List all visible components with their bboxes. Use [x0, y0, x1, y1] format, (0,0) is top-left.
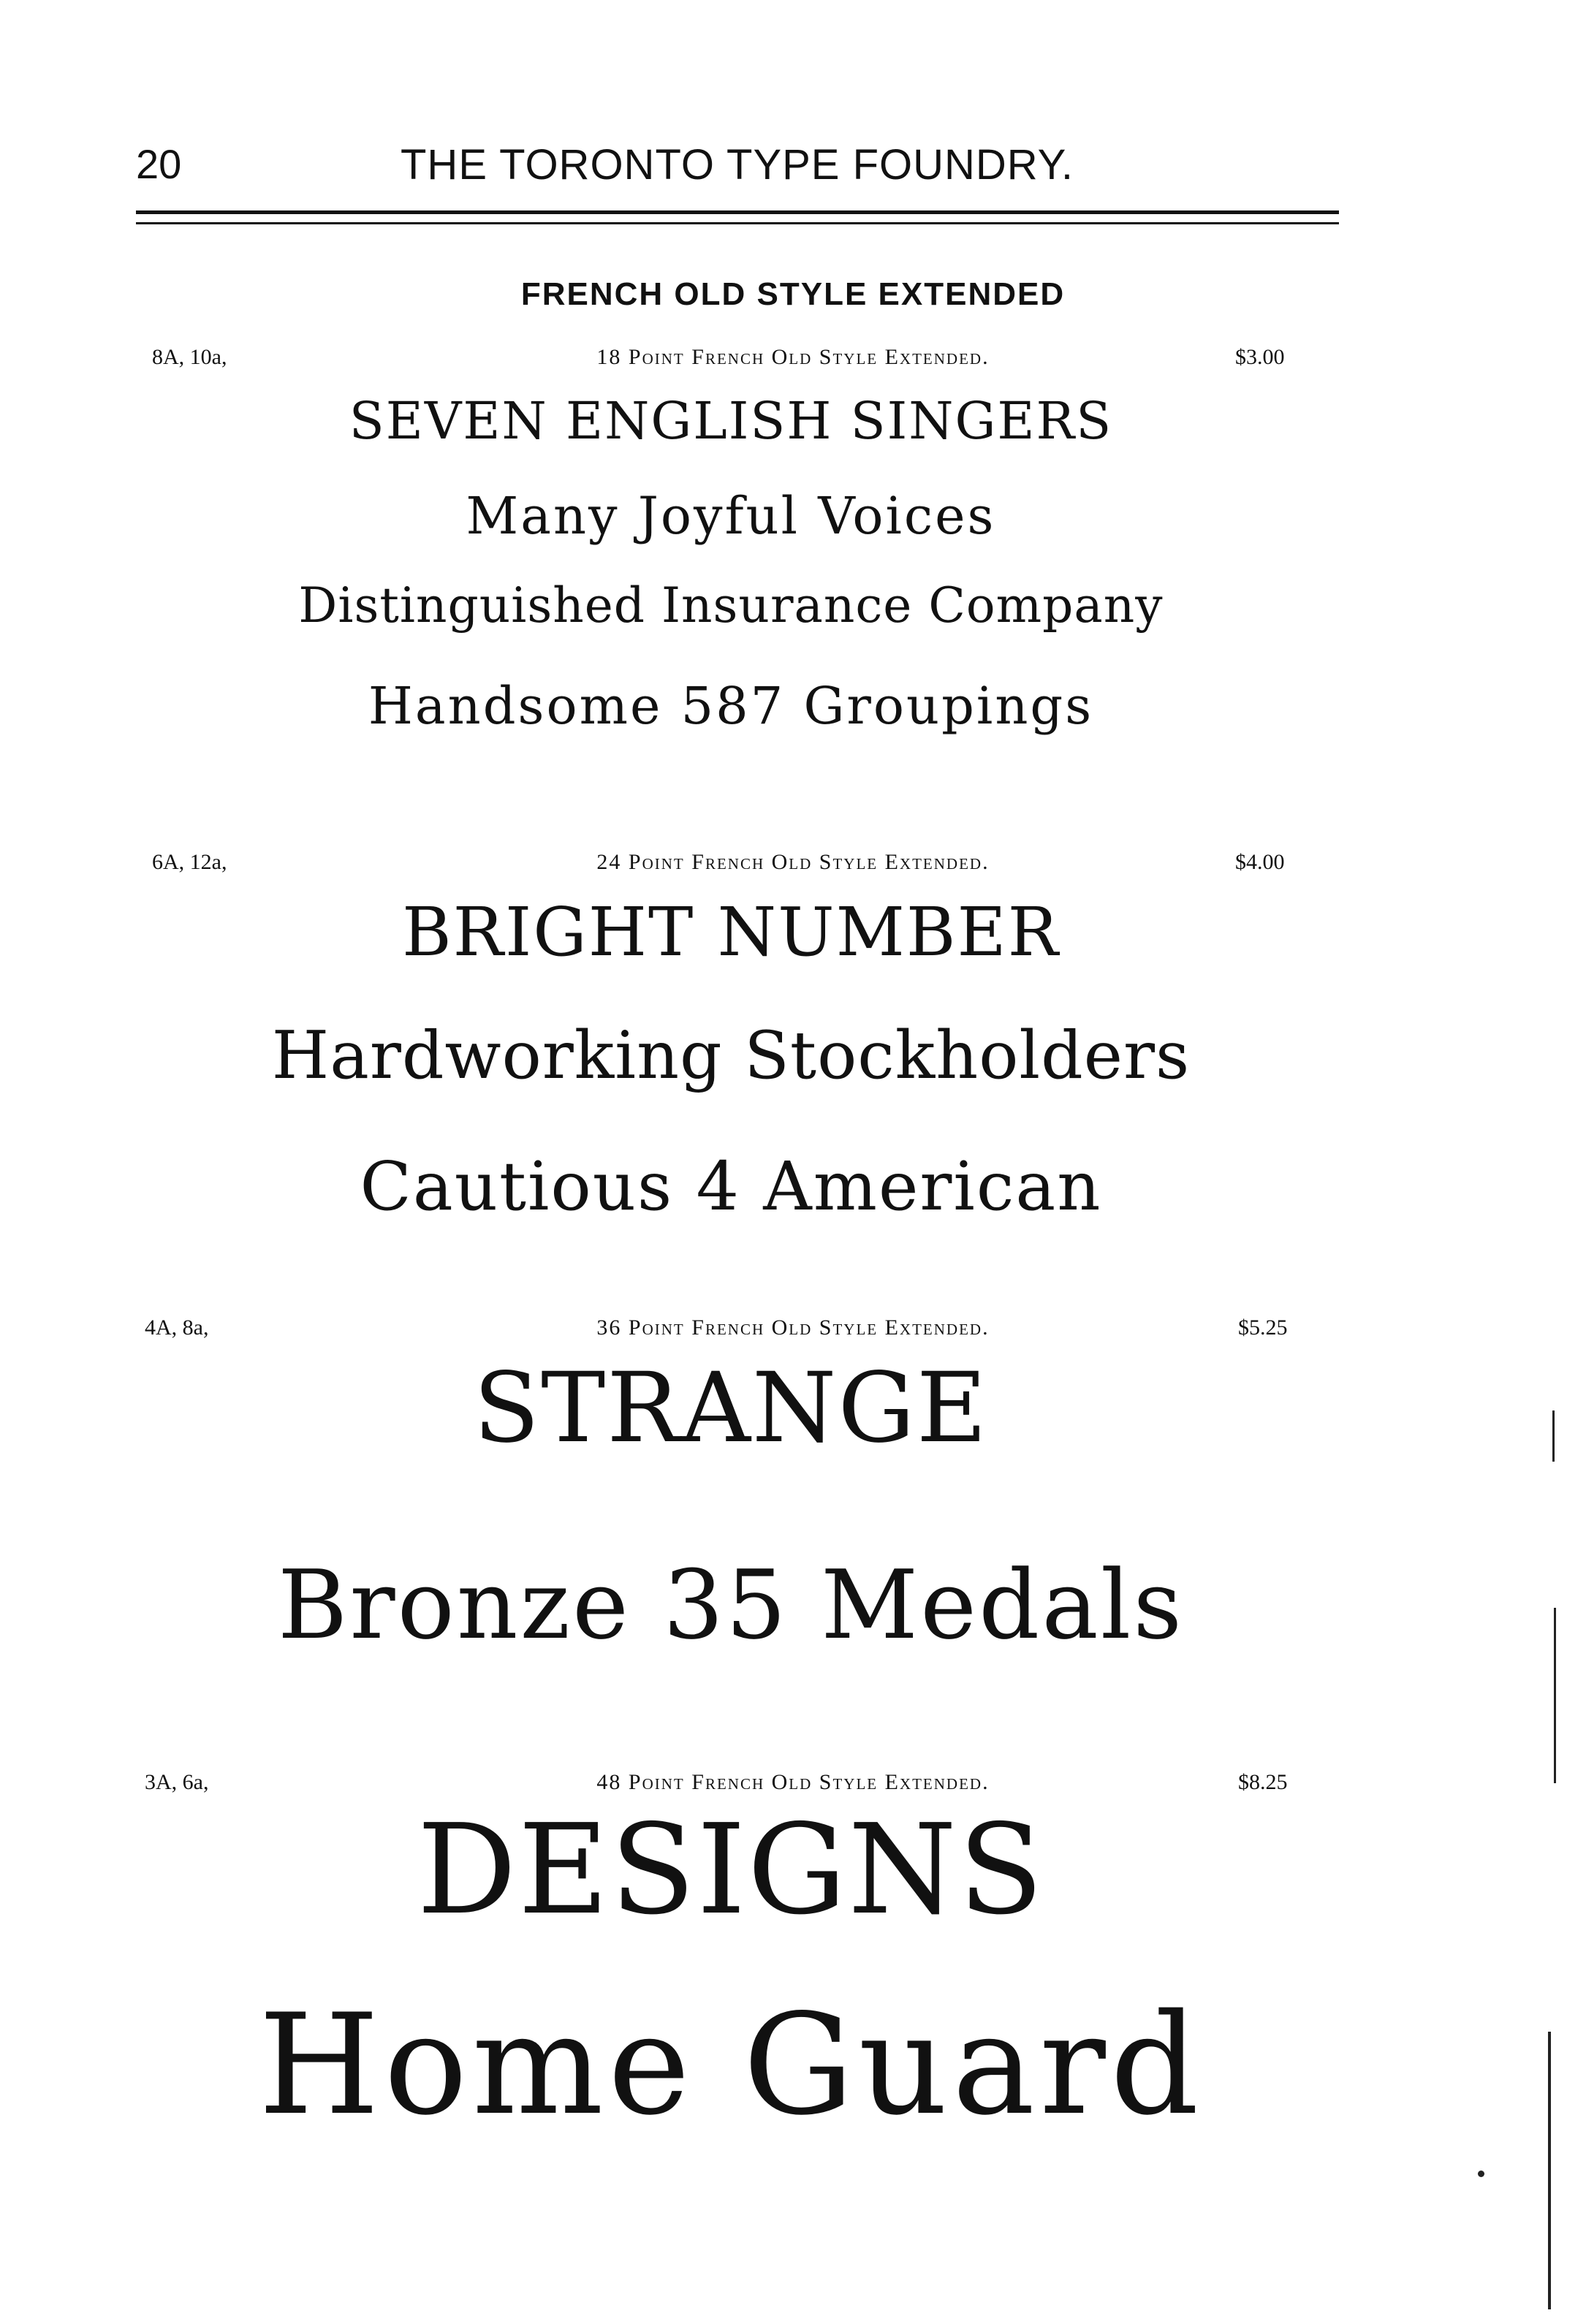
specimen-2-font-quantity: 6A, 12a, — [152, 850, 227, 874]
specimen-3-line-2: Bronze 35 Medals — [277, 1549, 1185, 1660]
specimen-4-line-1: DESIGNS — [417, 1798, 1045, 1943]
specimen-3-price: $5.25 — [1238, 1315, 1288, 1340]
scan-edge-mark — [1554, 1608, 1556, 1783]
scan-edge-dot — [1478, 2171, 1484, 2177]
specimen-4-font-quantity: 3A, 6a, — [145, 1770, 209, 1794]
specimen-2-line-2: Hardworking Stockholders — [271, 1017, 1191, 1094]
specimen-1-font-quantity: 8A, 10a, — [152, 345, 227, 369]
specimen-4-font-name: 48 Point French Old Style Extended. — [596, 1770, 990, 1794]
specimen-2-price: $4.00 — [1235, 850, 1285, 874]
specimen-1-price: $3.00 — [1235, 345, 1285, 369]
specimen-3-font-name: 36 Point French Old Style Extended. — [596, 1315, 990, 1340]
specimen-3-font-quantity: 4A, 8a, — [145, 1315, 209, 1340]
specimen-1-line-4: Handsome 587 Groupings — [368, 676, 1094, 736]
specimen-2-line-1: BRIGHT NUMBER — [402, 893, 1060, 971]
specimen-1-font-name: 18 Point French Old Style Extended. — [596, 345, 990, 369]
scan-edge-mark — [1548, 2032, 1551, 2309]
specimen-4-line-2: Home Guard — [258, 1984, 1204, 2146]
scan-edge-mark — [1552, 1410, 1555, 1462]
header-rule — [136, 210, 1339, 214]
page-header-title: THE TORONTO TYPE FOUNDRY. — [401, 141, 1074, 189]
specimen-1-line-2: Many Joyful Voices — [466, 486, 996, 546]
header-rule-thin — [136, 222, 1339, 224]
specimen-1-line-1: SEVEN ENGLISH SINGERS — [349, 391, 1113, 451]
section-title: FRENCH OLD STYLE EXTENDED — [520, 276, 1066, 312]
page-number: 20 — [136, 141, 182, 187]
specimen-1-line-3: Distinguished Insurance Company — [298, 577, 1164, 634]
specimen-4-price: $8.25 — [1238, 1770, 1288, 1794]
specimen-3-line-1: STRANGE — [473, 1352, 989, 1465]
specimen-2-line-3: Cautious 4 American — [360, 1147, 1102, 1226]
specimen-2-font-name: 24 Point French Old Style Extended. — [596, 850, 990, 874]
